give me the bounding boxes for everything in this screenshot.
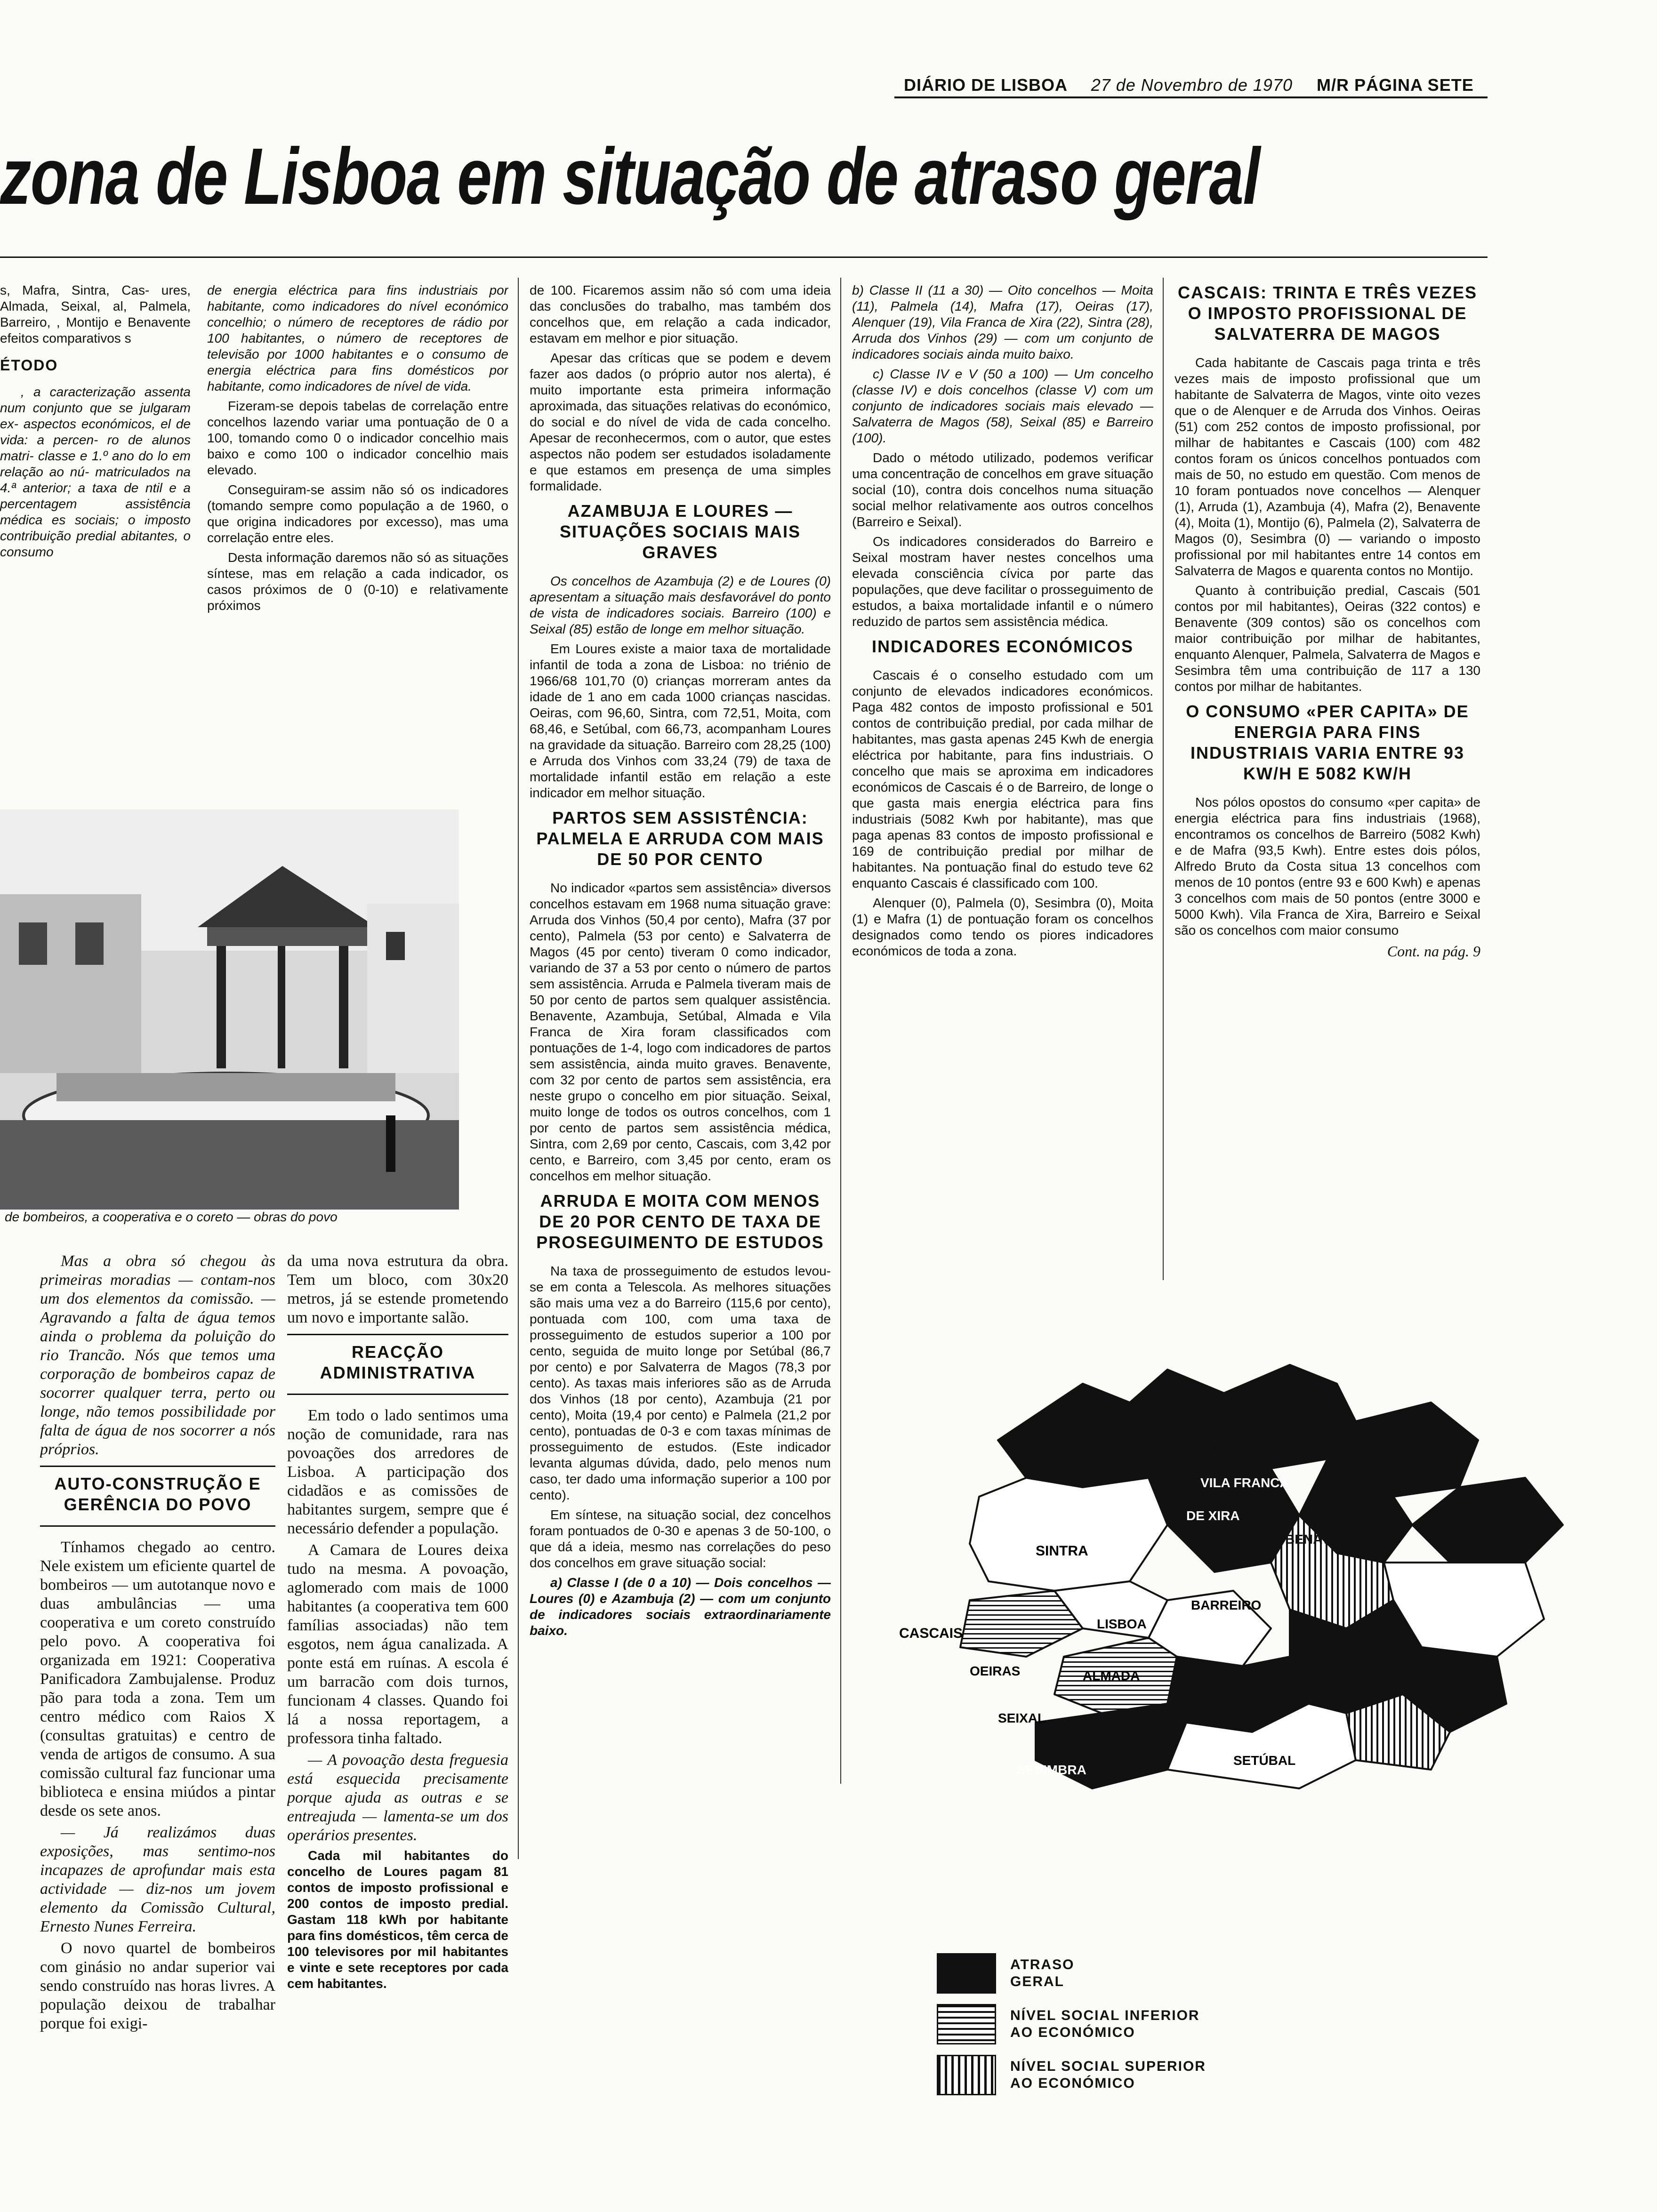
- arruda-body: Em síntese, na situação social, dez concelhos foram pontuados de 0-30 e apenas 3 de 50-100, o que dá a ideia, mesmo nas correlações do peso dos concelhos em grave situação social:: [530, 1507, 831, 1570]
- section-rule: [287, 1334, 508, 1335]
- col1-intro: s, Mafra, Sintra, Cas- ures, Almada, Seixal, al, Palmela, Barreiro, , Montijo e Benavente efeitos comparativos s: [0, 283, 191, 345]
- issue-date: 27 de Novembro de 1970: [1091, 75, 1293, 95]
- column-3: [530, 282, 831, 1770]
- column-divider: [840, 278, 841, 1784]
- body-paragraph: Em todo o lado sentimos uma noção de comunidade, rara nas povoações dos arredores de Lisboa. A participação dos cidadãos e as comissões de habitantes surgem, sempre que é necessário defender a população.: [287, 1407, 508, 1537]
- col3-paragraph: de 100. Ficaremos assim não só com uma ideia das conclusões do trabalho, mas também dos concelhos que, em relação a cada indicador, estavam em melhor e pior situação.: [530, 283, 831, 345]
- legend-swatch: [937, 1953, 996, 1994]
- consumo-heading: O CONSUMO «PER CAPITA» DE ENERGIA PARA FINS INDUSTRIAIS VARIA ENTRE 93 KW/H E 5082 KW/H: [1186, 702, 1469, 783]
- col4-paragraph: b) Classe II (11 a 30) — Oito concelhos — Moita (11), Palmela (14), Mafra (17), Oeiras (17), Alenquer (19), Vila Franca de Xira (22), Sintra (28), Arruda dos Vinhos (29) — com um conjunto de indicadores sociais ainda muito baixo.: [852, 283, 1153, 361]
- arruda-body: Na taxa de prosseguimento de estudos levou-se em conta a Telescola. As melhores situações são mais uma vez a do Barreiro (115,6 por cento), pontuada com 100, com uma taxa de prosseguimento de estudos superior a 100 por cento, seguida de muito longe por Setúbal (86,7 por cento) e por Salvaterra de Magos (78,3 por cento). As taxas mais inferiores são as de Arruda dos Vinhos (18 por cento), Azambuja (21 por cento), Moita (19,4 por cento) e Palmela (21,2 por cento), pontuadas de 0-3 e com taxas mínimas de prosseguimento de estudos. (Este indicador levanta algumas dúvida, dado, pelo menos num caso, ter dado uma informação superior a 100 por cento).: [530, 1264, 831, 1502]
- map-label-setubal: SETÚBAL: [1233, 1753, 1296, 1768]
- newspaper-name: DIÁRIO DE LISBOA: [904, 75, 1067, 95]
- col2-paragraph: Conseguiram-se assim não só os indicadores (tomando sempre como população a de 1960, o que origina indicadores por excesso), mas uma correlação entre eles.: [207, 482, 508, 545]
- indicadores-body: Alenquer (0), Palmela (0), Sesimbra (0), Moita (1) e Mafra (1) de pontuação foram os concelhos designados como tendo os piores indicadores económicos de toda a zona.: [852, 896, 1153, 958]
- col2-paragraph: de energia eléctrica para fins industriais por habitante, como indicadores do nível económico concelhio; o número de receptores de rádio por 100 habitantes, o número de receptores de televisão por 1000 habitantes e o consumo de energia eléctrica para fins domésticos por habitante, como indicadores de nível de vida.: [207, 283, 508, 393]
- col1-heading: ÉTODO: [0, 357, 58, 374]
- map-illustration: [885, 1299, 1638, 1864]
- legend-label: NÍVEL SOCIAL INFERIOR AO ECONÓMICO: [1010, 2008, 1200, 2040]
- body-paragraph: A Camara de Loures deixa tudo na mesma. A povoação, aglomerado com mais de 1000 habitantes (a cooperativa tem 600 famílias associadas) não tem esgotos, nem água canalizada. A ponte está em ruínas. A escola é um barracão com dois turnos, funcionam 4 classes. Quando foi lá a nossa reportagem, a professora tinha faltado.: [287, 1541, 508, 1747]
- map-label-vila-franca: VILA FRANCA: [1200, 1475, 1289, 1490]
- lower-column-1: [40, 1252, 275, 2193]
- indicadores-heading: INDICADORES ECONÓMICOS: [871, 637, 1134, 656]
- lower-column-2: [287, 1252, 508, 2193]
- body-paragraph: O novo quartel de bombeiros com ginásio no andar superior vai sendo construído nas horas livres. A população deixou de trabalhar porque foi exigi-: [40, 1940, 275, 2032]
- column-5: [1174, 282, 1480, 1294]
- map-label-barreiro: BARREIRO: [1191, 1598, 1262, 1612]
- legend-item: [937, 2004, 1360, 2044]
- col2-paragraph: Fizeram-se depois tabelas de correlação entre concelhos lazendo variar uma pontuação de 0 a 100, tomando como 0 o indicador concelhio mais baixo e como 100 o indicador concelhio mais elevado.: [207, 399, 508, 477]
- cascais-body: Cada habitante de Cascais paga trinta e três vezes mais de imposto profissional que um habitante de Salvaterra de Magos, vinte oito vezes que o de Alenquer e de Arruda dos Vinhos. Oeiras (51) com 252 contos de imposto profissional, por milhar de habitantes e Cascais (100) com 482 contos foram os únicos concelhos pontuados com mais de 50, no estudo em questão. Com menos de 10 foram pontuados nove concelhos — Alenquer (1), Arruda (1), Azambuja (4), Mafra (2), Benavente (4), Moita (1), Montijo (6), Palmela (2), Salvaterra de Magos (0), Sesimbra (0) — variando o imposto profissional por mil habitantes entre 14 contos em Salvaterra de Magos e quarenta contos no Montijo.: [1174, 355, 1480, 578]
- legend-label: ATRASO GERAL: [1010, 1957, 1075, 1989]
- map-label-cascais: CASCAIS: [899, 1626, 963, 1641]
- column-1: [0, 282, 191, 753]
- partos-heading: PARTOS SEM ASSISTÊNCIA: PALMELA E ARRUDA COM MAIS DE 50 POR CENTO: [536, 808, 824, 869]
- map-label-oeiras: OEIRAS: [970, 1664, 1021, 1678]
- reaccao-heading: REACÇÃO ADMINISTRATIVA: [320, 1342, 476, 1382]
- consumo-body: Nos pólos opostos do consumo «per capita» de energia eléctrica para fins industriais (1968), encontramos os concelhos de Barreiro (5082 Kwh) e de Mafra (93,5 Kwh). Entre estes dois pólos, Alfredo Bruto da Costa situa 13 concelhos com menos de 10 pontos (entre 93 e 600 Kwh) e apenas 3 concelhos com mais de 50 pontos (entre 3000 e 5000 Kwh). Vila Franca de Xira, Barreiro e Seixal são os concelhos com maior consumo: [1174, 795, 1480, 938]
- col1-paragraph: , a caracterização assenta num conjunto que se julgaram ex- aspectos económicos, el de vida: a percen- ro de alunos matri- classe e 1.º ano do lo em relação ao nú- matriculados na 4.ª anterior; a taxa de ntil e a percentagem assistência médica es sociais; o imposto contribuição predial abitantes, o consumo: [0, 385, 191, 559]
- page-number: M/R PÁGINA SETE: [1317, 75, 1474, 95]
- partos-body: No indicador «partos sem assistência» diversos concelhos estavam em 1968 numa situação grave: Arruda dos Vinhos (50,4 por cento), Mafra (37 por cento), Palmela (53 por cento) e Salvaterra de Magos (45 por cento) tiveram 0 como indicador, variando de 37 a 53 por cento o número de partos sem assistência. Arruda e Palmela tiveram mais de 50 por cento de partos sem qualquer assistência. Benavente, Azambuja, Setúbal, Almada e Vila Franca de Xira foram classificados com pontuações de 1-4, logo com indicadores de partos sem assistência, ainda muito graves. Benavente, com 32 por cento de partos sem assistência, era neste grupo o concelho em pior situação. Seixal, muito longe de todos os outros concelhos, com 1 por cento de partos sem assistência médica, Sintra, com 2,69 por cento, Cascais, com 3,42 por cento, e Barreiro, com 3,45 por cento, eram os concelhos em melhor situação.: [530, 881, 831, 1183]
- legend-item: [937, 1953, 1360, 1994]
- legend-item: [937, 2055, 1360, 2095]
- map-label-de-xira: DE XIRA: [1186, 1508, 1240, 1523]
- village-photo: [0, 809, 459, 1210]
- cascais-heading: CASCAIS: TRINTA E TRÊS VEZES O IMPOSTO PROFISSIONAL DE SALVATERRA DE MAGOS: [1177, 283, 1478, 344]
- photo-caption: de bombeiros, a cooperativa e o coreto — obras do povo: [5, 1210, 338, 1224]
- map-label-almada: ALMADA: [1083, 1668, 1140, 1683]
- map-label-seixal: SEIXAL: [998, 1711, 1046, 1725]
- section-rule: [287, 1394, 508, 1395]
- col4-paragraph: Dado o método utilizado, podemos verificar uma concentração de concelhos em grave situação social (10), contra dois concelhos numa situação social melhor relativamente aos outros concelhos (Barreiro e Seixal).: [852, 450, 1153, 529]
- photo-illustration: [0, 809, 459, 1210]
- map-label-sintra: SINTRA: [1036, 1543, 1088, 1559]
- district-map: [885, 1299, 1638, 1864]
- body-paragraph: — A povoação desta freguesia está esquecida precisamente porque ajuda as outras e se entreajuda — lamenta-se um dos operários presentes.: [287, 1751, 508, 1844]
- col4-paragraph: c) Classe IV e V (50 a 100) — Um concelho (classe IV) e dois concelhos (classe V) com um conjunto de indicadores sociais mais elevado — Salvaterra de Magos (58), Seixal (85) e Barreiro (100).: [852, 367, 1153, 445]
- legend-swatch: [937, 2004, 996, 2044]
- col2-paragraph: Desta informação daremos não só as situações síntese, mas em relação a cada indicador, os casos próximos de 0 (0-10) e relativamente próximos: [207, 550, 508, 613]
- column-divider: [518, 278, 519, 1859]
- quote-paragraph: Mas a obra só chegou às primeiras moradias — contam-nos um dos elementos da comissão. — Agravando a falta de água temos ainda o problema da poluição do rio Trancão. Nós que temos uma corporação de bombeiros capaz de socorrer qualquer terra, perto ou longe, não temos possibilidade por falta de água de nos socorrer a nós próprios.: [40, 1252, 275, 1458]
- azambuja-heading: AZAMBUJA E LOURES — SITUAÇÕES SOCIAIS MAIS GRAVES: [559, 501, 801, 562]
- body-paragraph: da uma nova estrutura da obra. Tem um bloco, com 30x20 metros, já se estende prometendo um novo e importante salão.: [287, 1252, 508, 1326]
- body-paragraph: Tínhamos chegado ao centro. Nele existem um eficiente quartel de bombeiros — um autotanque novo e duas ambulâncias — uma cooperativa e um coreto construído pelo povo. A cooperativa foi organizada em 1921: Cooperativa Panificadora Zambujalense. Produz pão para toda a zona. Tem um centro médico com Raios X (consultas gratuitas) e centro de venda de artigos de consumo. A sua comissão cultural faz funcionar uma biblioteca e ensina miúdos a pintar desde os sete anos.: [40, 1539, 275, 1819]
- map-label-lisboa: LISBOA: [1097, 1617, 1147, 1631]
- legend-swatch: [937, 2055, 996, 2095]
- azambuja-lead: Os concelhos de Azambuja (2) e de Loures (0) apresentam a situação mais desfavorável do ponto de vista de indicadores sociais. Barreiro (100) e Seixal (85) estão de longe em melhor situação.: [530, 574, 831, 636]
- auto-construcao-heading: AUTO-CONSTRUÇÃO E GERÊNCIA DO POVO: [54, 1474, 261, 1514]
- col3-paragraph: Apesar das críticas que se podem e devem fazer aos dados (o próprio autor nos alerta), é muito importante esta primeira informação aproximada, das situações relativas do económico, do social e do nível de vida de cada concelho. Apesar de reconhecermos, com o autor, que estes aspectos não podem ser estudados isoladamente e que estamos em presença de uma simples formalidade.: [530, 351, 831, 493]
- header-rule: [894, 96, 1488, 98]
- column-4: [852, 282, 1153, 1290]
- map-legend: [937, 1953, 1360, 2106]
- section-rule: [40, 1466, 275, 1467]
- page-header: [904, 75, 1474, 95]
- azambuja-body: Em Loures existe a maior taxa de mortalidade infantil de toda a zona de Lisboa: no triénio de 1966/68 101,70 (0) crianças morreram antes da idade de 1 ano em cada 1000 crianças nascidas. Oeiras, com 96,60, Sintra, com 72,51, Moita, com 68,46, e Setúbal, com 66,73, acompanham Loures na gravidade da situação. Barreiro com 28,25 (100) e Arruda dos Vinhos com 33,24 (79) de taxa de mortalidade infantil estão em relação a este indicador em melhor situação.: [530, 641, 831, 800]
- column-2: [207, 282, 508, 753]
- arruda-heading: ARRUDA E MOITA COM MENOS DE 20 POR CENTO DE TAXA DE PROSEGUIMENTO DE ESTUDOS: [536, 1191, 824, 1252]
- column-divider: [1163, 278, 1164, 1280]
- map-label-sesimbra: SESIMBRA: [1017, 1763, 1086, 1777]
- map-label-benavente: BENAVENTE: [1285, 1532, 1366, 1547]
- body-paragraph: — Já realizámos duas exposições, mas sentimo-nos incapazes de aprofundar mais esta actividade — diz-nos um jovem elemento da Comissão Cultural, Ernesto Nunes Ferreira.: [40, 1824, 275, 1935]
- continued-note: Cont. na pág. 9: [1387, 943, 1480, 960]
- arruda-body: a) Classe I (de 0 a 10) — Dois concelhos — Loures (0) e Azambuja (2) — com um conjunto de indicadores sociais extraordinariamente baixo.: [530, 1575, 831, 1638]
- boxed-note: Cada mil habitantes do concelho de Loures pagam 81 contos de imposto profissional e 200 contos de imposto predial. Gastam 118 kWh por habitante para fins domésticos, têm cerca de 100 televisores por mil habitantes e vinte e sete receptores por cada cem habitantes.: [287, 1848, 508, 1991]
- cascais-body: Quanto à contribuição predial, Cascais (501 contos por mil habitantes), Oeiras (322 contos) e Benavente (309 contos) são os concelhos com maior contribuição por milhar de habitantes, enquanto Alenquer, Palmela, Salvaterra de Magos e Sesimbra têm uma contribuição de 117 a 130 contos por milhar de habitantes.: [1174, 583, 1480, 694]
- headline-rule: [0, 256, 1488, 258]
- legend-label: NÍVEL SOCIAL SUPERIOR AO ECONÓMICO: [1010, 2059, 1206, 2091]
- col4-paragraph: Os indicadores considerados do Barreiro e Seixal mostram haver nestes concelhos uma elevada consciência cívica por parte das populações, que deve facilitar o prosseguimento de estudos, a baixa mortalidade infantil e o número reduzido de partos sem assistência médica.: [852, 534, 1153, 629]
- headline: zona de Lisboa em situação de atraso geral: [0, 132, 1260, 221]
- section-rule: [40, 1525, 275, 1527]
- indicadores-body: Cascais é o conselho estudado com um conjunto de elevados indicadores económicos. Paga 482 contos de imposto profissional e 501 contos de contribuição predial, por cada milhar de habitantes, mas gasta apenas 245 Kwh de energia eléctrica por habitante, para fins industriais. O concelho que mais se aproxima em indicadores económicos de Cascais é o de Barreiro, de longe o que gasta mais energia eléctrica para fins industriais (5082 Kwh por habitante), mas que paga apenas 83 contos de imposto profissional e 169 de contribuição predial por milhar de habitantes. Na pontuação final do estudo teve 62 enquanto Cascais é classificado com 100.: [852, 668, 1153, 890]
